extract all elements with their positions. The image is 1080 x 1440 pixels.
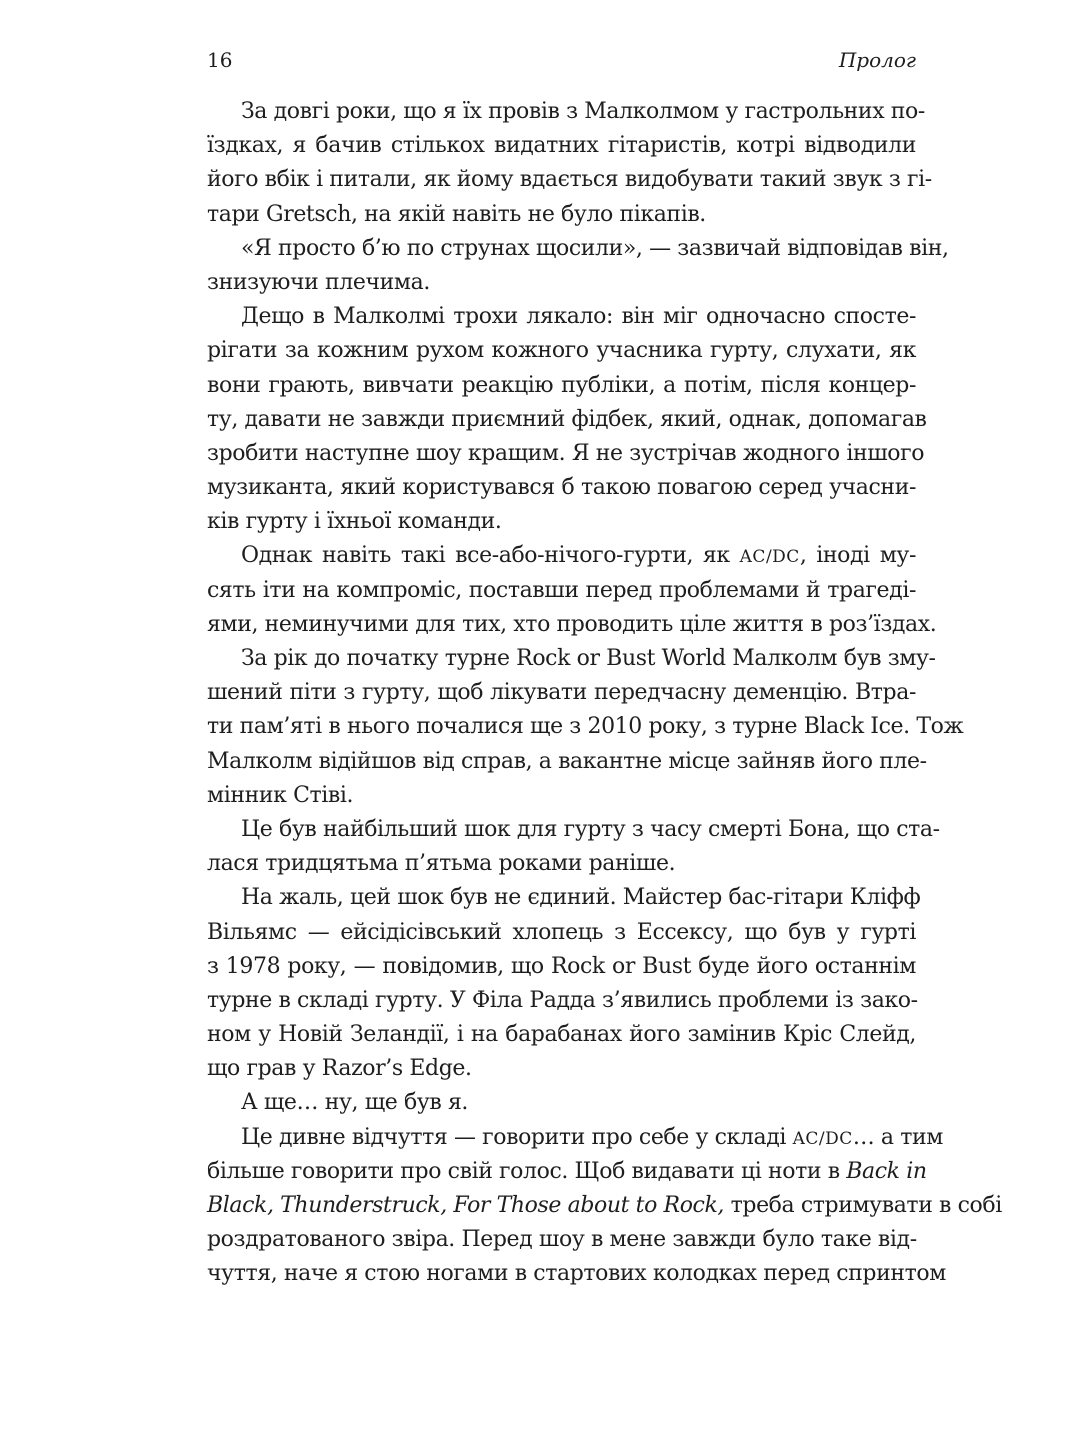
running-head <box>207 44 916 76</box>
text-line: Однак навіть такі все-або-нічого-гурти, як AC/DC, іноді му- <box>241 543 916 569</box>
text-line: На жаль, цей шок був не єдиний. Майстер бас-гітари Кліфф <box>241 885 921 911</box>
album-titles: Black, Thunderstruck, For Those about to Rock, <box>207 1193 725 1218</box>
text-line: Це дивне відчуття — говорити про себе у складі AC/DC… а тим <box>241 1124 943 1150</box>
text-line: Дещо в Малколмі трохи лякало: він міг одночасно спосте- <box>241 304 916 330</box>
text-line: музиканта, який користувався б такою повагою серед учасни- <box>207 475 916 501</box>
text-line: ями, неминучими для тих, хто проводить ціле життя в роз’їздах. <box>207 611 937 637</box>
text-line: турне в складі гурту. У Філа Радда з’явились проблеми із зако- <box>207 987 918 1013</box>
text-line: За рік до початку турне Rock or Bust World Малколм був зму- <box>241 646 936 671</box>
text-line: ном у Новій Зеландії, і на барабанах його замінив Кріс Слейд, <box>207 1022 916 1048</box>
text-line: рігати за кожним рухом кожного учасника гурту, слухати, як <box>207 338 916 364</box>
text-line: знизуючи плечима. <box>207 269 430 295</box>
text-line: їздках, я бачив стількох видатних гітаристів, котрі відводили <box>207 133 916 159</box>
text-line: ту, давати не завжди приємний фідбек, який, однак, допомагав <box>207 406 927 432</box>
text-line: сять іти на компроміс, поставши перед проблемами й трагеді- <box>207 577 916 603</box>
text-line: його вбік і питали, як йому вдається видобувати такий звук з гі- <box>207 167 932 193</box>
text-line: зробити наступне шоу кращим. Я не зустрічав жодного іншого <box>207 440 925 466</box>
band-name: AC/DC <box>739 547 800 568</box>
text-line: вони грають, вивчати реакцію публіки, а потім, після концер- <box>207 372 916 398</box>
album-title: Back in <box>846 1158 927 1184</box>
text-line: більше говорити про свій голос. Щоб видавати ці ноти в Back in <box>207 1158 927 1184</box>
text-line: з 1978 року, — повідомив, що Rock or Bust буде його останнім <box>207 953 916 979</box>
text-line: ків гурту і їхньої команди. <box>207 509 502 535</box>
text-line: Це був найбільший шок для гурту з часу смерті Бона, що ста- <box>241 816 940 842</box>
text-line: роздратованого звіра. Перед шоу в мене завжди було таке від- <box>207 1227 917 1253</box>
text-line: Black, Thunderstruck, For Those about to Rock, треба стримувати в собі <box>207 1193 1002 1218</box>
text-line: ти пам’яті в нього почалися ще з 2010 року, з турне Black Ice. Тож <box>207 714 964 740</box>
band-name: AC/DC <box>792 1128 853 1149</box>
text-line: За довгі роки, що я їх провів з Малколмом у гастрольних по- <box>241 99 925 124</box>
text-line: тари Gretsch, на якій навіть не було пікапів. <box>207 201 706 227</box>
text-line: «Я просто б’ю по струнах щосили», — зазвичай відповідав він, <box>241 235 949 261</box>
page-number: 16 <box>207 48 233 72</box>
text-line: що грав у Razor’s Edge. <box>207 1056 472 1082</box>
text-line: Вільямс — ейсідісівський хлопець з Ессексу, що був у гурті <box>207 919 916 945</box>
text-line: Малколм відійшов від справ, а вакантне місце зайняв його пле- <box>207 748 927 774</box>
text-line: мінник Стіві. <box>207 782 354 808</box>
text-line: лася тридцятьма п’ятьма роками раніше. <box>207 851 676 877</box>
section-title: Пролог <box>838 48 916 72</box>
text-line: А ще… ну, ще був я. <box>241 1090 469 1116</box>
text-line: чуття, наче я стою ногами в стартових колодках перед спринтом <box>207 1261 946 1287</box>
body-text <box>207 95 1002 1292</box>
text-line: шений піти з гурту, щоб лікувати передчасну деменцію. Втра- <box>207 680 916 706</box>
